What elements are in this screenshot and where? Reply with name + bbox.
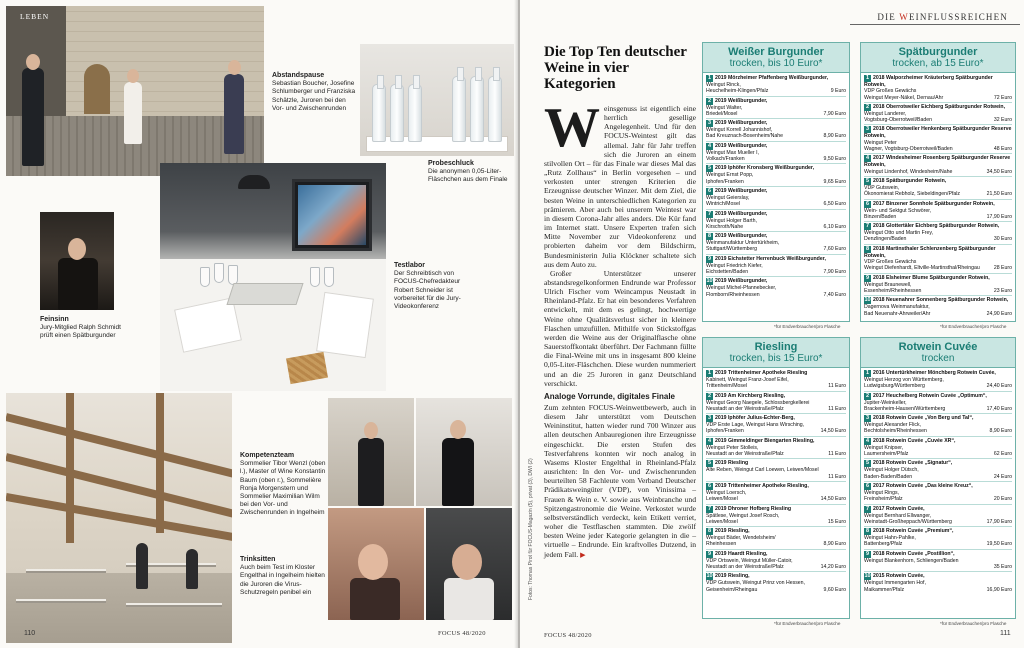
rank-badge: 9 — [865, 274, 870, 281]
wine-entry — [864, 505, 1012, 528]
photo-credit: Fotos: Thomas Pirot für FOCUS-Magazin (5), privat (3), DWI (2) — [528, 458, 534, 600]
wine-name: 2017 Heuchelberg Rotwein Cuvée „Optimum“, — [873, 392, 987, 399]
wine-name: 2018 Neuenahrer Sonnenberg Spätburgunder Rotwein, — [873, 297, 1009, 304]
wine-price: 9,50 Euro — [823, 156, 846, 163]
footnote-spaetburgunder: *für Endverbraucher/pro Flasche — [940, 324, 1007, 329]
wine-name: 2019 Riesling, — [715, 573, 750, 580]
caption-kompetenzteam: Kompetenzteam Sommelier Tibor Wenzl (oben l.), Master of Wine Konstantin Baum (oben r.), Sommelière Ronja Morgenstern und Sommelier Maximilian Wilm bei den Vor- und Zwischenrunden in Ingelheim — [240, 452, 326, 517]
caption-feinsinn: Feinsinn Jury-Mitglied Ralph Schmidt prüft einen Spätburgunder — [40, 316, 121, 340]
wine-price: 48 Euro — [993, 146, 1012, 153]
wine-name: 2019 Iphöfer Kronsberg Weißburgunder, — [715, 165, 815, 172]
wine-producer: Dagernova Weinmanufaktur, — [864, 304, 930, 311]
rank-badge: 9 — [707, 550, 712, 557]
wine-price: 24 Euro — [993, 473, 1012, 480]
wine-region: Rheinhessen — [706, 541, 737, 548]
wine-producer: Weinmanufaktur Untertürkheim, — [706, 240, 780, 247]
wine-entry — [706, 277, 846, 299]
rank-badge: 4 — [865, 155, 870, 162]
wine-producer: VDP Ortswein, Weingut Müller-Catoir, — [706, 557, 793, 564]
wine-producer: Weingut Rinck, — [706, 82, 741, 88]
rank-badge: 5 — [865, 177, 870, 184]
wine-region: Iphofen/Franken — [706, 428, 744, 435]
wine-price: 11 Euro — [828, 405, 846, 412]
wine-name: 2019 Riesling, — [715, 528, 750, 535]
wine-price: 14,20 Euro — [820, 564, 846, 571]
wine-name: 2019 Gimmeldinger Biengarten Riesling, — [715, 437, 815, 444]
rank-badge: 9 — [865, 550, 870, 557]
wine-producer: Weingut Hahn-Pahlke, — [864, 535, 916, 542]
wine-name: 2018 Glottertäler Eichberg Spätburgunder Rotwein, — [873, 223, 1000, 230]
wine-region: Binzen/Baden — [864, 213, 897, 220]
wine-name: 2018 Spätburgunder Rotwein, — [873, 177, 947, 184]
wine-producer: Weingut Ernst Popp, — [706, 172, 754, 179]
wine-price: 7,90 Euro — [823, 269, 846, 276]
wine-entry — [706, 119, 846, 142]
wine-region: Baden-Baden/Baden — [864, 473, 913, 480]
wine-name: 2019 Eichstetter Herrenbuck Weißburgunder, — [715, 255, 826, 262]
wine-region: Vogtsburg-Oberrotweil/Baden — [864, 117, 933, 124]
page-number-left: 110 — [24, 630, 36, 637]
wine-name: 2019 Weißburgunder, — [715, 210, 768, 217]
rank-badge: 3 — [707, 415, 712, 422]
box-rotwein-cuvee — [860, 337, 1016, 619]
wine-producer: Weingut Immengarten Hof, — [864, 580, 926, 587]
photo-courtyard-jurors — [6, 6, 264, 176]
wine-price: 23 Euro — [993, 287, 1012, 294]
wine-price: 11 Euro — [828, 383, 846, 390]
wine-region: Weingut Diefenhardt, Eltville-Martinsthal/Rheingau — [864, 265, 980, 272]
wine-price: 6,10 Euro — [823, 223, 846, 230]
wine-producer: Weingut Rings, — [864, 489, 900, 496]
wine-region: Weinstadt-Großheppach/Württemberg — [864, 518, 952, 525]
wine-name: 2018 Rotwein Cuvée „Cuvée XR“, — [873, 437, 956, 444]
wine-name: 2017 Windesheimer Rosenberg Spätburgunder Reserve Rotwein, — [864, 155, 1011, 169]
rank-badge: 10 — [706, 278, 713, 285]
wine-entry — [706, 505, 846, 528]
wine-region: Stuttgart/Württemberg — [706, 246, 758, 253]
wine-price: 32 Euro — [993, 117, 1012, 124]
wine-name: 2018 Oberrotweiler Eichberg Spätburgunder Rotwein, — [873, 103, 1006, 110]
wine-producer: Weingut Geierslay, — [706, 194, 750, 201]
wine-region: Bad Kreuznach-Bosenheim/Nahe — [706, 133, 783, 140]
rank-badge: 8 — [865, 245, 870, 252]
wine-producer: VDP Gutswein, — [864, 184, 900, 191]
caption-abstandspause: Abstandspause Sebastian Boucher, Josefine Schlumberger und Franziska Schätzle, Juroren bei den Vor- und Zwischenrunden — [272, 72, 356, 112]
article-subhead: Analoge Vorrunde, digitales Finale — [544, 391, 675, 401]
wine-name: 2018 Walporzheimer Kräuterberg Spätburgunder Rotwein, — [864, 75, 993, 88]
footnote-rotwein-cuvee: *für Endverbraucher/pro Flasche — [940, 621, 1007, 626]
wine-name: 2019 Weißburgunder, — [715, 278, 768, 285]
wine-name: 2018 Oberrotweiler Henkenberg Spätburgunder Reserve Rotwein, — [864, 126, 1012, 140]
wine-entry — [864, 222, 1012, 245]
wine-region: Ökonomierat Rebholz, Siebeldingen/Pfalz — [864, 191, 961, 198]
wine-region: Weingut Meyer-Näkel, Dernau/Ahr — [864, 94, 944, 101]
rank-badge: 9 — [707, 255, 712, 262]
wine-region: Volkach/Franken — [706, 156, 745, 163]
wine-name: 2019 Trittenheimer Apotheke Riesling, — [715, 482, 809, 489]
article-headline: Die Top Ten deutscher Weine in vier Kategorien — [544, 44, 687, 92]
wine-entry — [864, 392, 1012, 415]
rank-badge: 10 — [864, 573, 871, 580]
photo-sommeliere-ronja-morgenstern — [328, 508, 424, 620]
article-body: Weinsgenuss ist eigentlich eine herrlich gesellige Angelegenheit. Und für den FOCUS-Weintest gilt das allemal. Jahr für Jahr treffen sich die Juroren an einem stilvollen Ort – für das Finale war dieses Mal das „Rutz Zollhaus“ in Berlin vorgesehen – und verkosten unter strengen Kriterien die Erzeugnisse deutscher Winzer. Mit dem Ziel, die besten Weine in unterschiedlichen Kategorien zu prämieren. Aber auch bei unserem Weintest war in diesem Corona-Jahr alles anders. Die Kür fand im Internet statt. Unsere Experten trafen sich Mitte November zur Videokonferenz und probierten daheim vor dem Bildschirm, Bundesministerin Julia Klöckner schaltete sich aus dem Auto zu. Großer Unterstützer unserer abstandsregelkonformen Endrunde war Professor Ulrich Fischer vom Weincampus Neustadt in Rheinland-Pfalz. Er hat ein besonderes Verfahren entwickelt, mit dem es gelingt, hochwertige Weine ohne Qualitätsverlust sicher in kleinere Flaschen umzufüllen. Mithilfe von Stickstoffgas werden die Weine aus der Originalflasche ohne Sauerstoffkontakt überführt. Der Fachmann füllte die Final-Weine mit uns in insgesamt 800 kleine 0,05-Liter-Fläschchen. Diese wurden nummeriert und an die 25 Juroren in ganz Deutschland verschickt. Analoge Vorrunde, digitales Finale Zum zehnten FOCUS-Weinwettbewerb, auch in diesem Jahr unterstützt vom Deutschen Weininstitut, hatten wieder rund 700 Winzer aus allen deutschen Anbauregionen ihre Erzeugnisse eingeschickt. Die ersten Stufen des Testverfahrens konnten wir noch analog in Wasems Kloster Engelthal in Rheinland-Pfalz ausrichten: In den Vor- und Zwischenrunden beurteilten 58 Fachleute vom Verband Deutscher Prädikatsweingüter (VDP), von Vinissima – Frauen & Wein e. V. sowie aus Weinbranche und Spitzengastronomie die Weine. Verkostet wurde selbstverständlich verdeckt, kein Etikett verriet, woher die Testflaschen stammten. Die zwölf besten Weine jeder Kategorie gelangten in die – virtuelle – Endrunde. Ein kraftvolles Dutzend, in jedem Fall. ▶ — [544, 97, 696, 559]
wine-entry — [706, 74, 846, 97]
wine-producer: Weingut Holger Barth, — [706, 217, 757, 224]
box-subtitle: trocken, bis 10 Euro* — [729, 58, 823, 69]
wine-producer: Weingut Knipser, — [864, 444, 904, 451]
wine-price: 14,50 Euro — [820, 496, 846, 503]
wine-name: 2018 Rotwein Cuvée „Postillion“, — [873, 550, 955, 557]
wine-entry — [706, 142, 846, 165]
end-mark-icon: ▶ — [580, 550, 586, 559]
wine-region: Neustadt an der Weinstraße/Pfalz — [706, 564, 784, 571]
wine-price: 16,90 Euro — [986, 586, 1012, 593]
wine-entry — [864, 274, 1012, 297]
wine-region: Trittenheim/Mosel — [706, 383, 748, 390]
wine-entry — [706, 255, 846, 278]
wine-region: Battenberg/Pfalz — [864, 541, 903, 548]
wine-price: 11 Euro — [828, 451, 846, 458]
wine-region: Bad Neuenahr-Ahrweiler/Ahr — [864, 310, 931, 317]
wine-producer: Weingut Braunewell, — [864, 281, 912, 288]
wine-name: 2016 Untertürkheimer Mönchberg Rotwein Cuvée, — [873, 370, 996, 376]
wine-name: 2017 Rotwein Cuvée „Das kleine Kreuz“, — [873, 482, 973, 489]
wine-entry — [864, 550, 1012, 573]
wine-entry — [864, 74, 1012, 103]
box-title: Weißer Burgunder — [728, 46, 824, 58]
rank-badge: 4 — [865, 437, 870, 444]
wine-name: 2019 Dhroner Hofberg Riesling — [715, 505, 792, 512]
wine-entry — [864, 459, 1012, 482]
wine-price: 24,40 Euro — [986, 383, 1012, 390]
wine-producer: Wein- und Sektgut Schwörer, — [864, 207, 932, 214]
wine-price: 8,90 Euro — [989, 428, 1012, 435]
photo-sommelier-maximilian-wilm — [426, 508, 512, 620]
wine-region: Geisenheim/Rheingau — [706, 586, 758, 593]
wine-producer: Weingut Max Mueller I, — [706, 149, 759, 156]
photo-desk-videoconference — [160, 163, 386, 391]
wine-entry — [864, 154, 1012, 177]
photo-tasting-hall — [6, 393, 232, 643]
wine-region: Neustadt an der Weinstraße/Pfalz — [706, 451, 784, 458]
wine-name: 2018 Rotwein Cuvée „Von Berg und Tal“, — [873, 415, 974, 422]
wine-region: Laumersheim/Pfalz — [864, 451, 909, 458]
caption-probeschluck: Probeschluck Die anonymen 0,05-Liter-Fläschchen aus dem Finale — [428, 160, 508, 184]
wine-entry — [706, 550, 846, 573]
wine-name: 2019 Am Kirchberg Riesling, — [715, 392, 786, 399]
wine-entry — [706, 232, 846, 255]
article-paragraph-3: Zum zehnten FOCUS-Weinwettbewerb, auch in diesem Jahr unterstützt vom Deutschen Weininstitut, hatten wieder rund 700 Winzer aus allen deutschen Anbauregionen ihre Erzeugnisse eingeschickt. Die ersten Stufen des Testverfahrens konnten wir noch analog in Wasems Kloster Engelthal in Rheinland-Pfalz ausrichten: In den Vor- und Zwischenrunden beurteilten 58 Fachleute vom Verband Deutscher Prädikatsweingüter (VDP), von Vinissima – Frauen & Wein e. V. sowie aus Weinbranche und Spitzengastronomie die Weine. Verkostet wurde selbstverständlich verdeckt, kein Etikett verriet, woher die Testflaschen stammten. Die zwölf besten Weine jeder Kategorie gelangten in die – virtuelle – Endrunde. Ein kraftvolles Dutzend, in jedem Fall. ▶ — [544, 403, 696, 559]
section-kicker: DIE WEINFLUSSREICHEN — [877, 12, 1008, 22]
rank-badge: 2 — [865, 392, 870, 399]
wine-region: Leiwen/Mosel — [706, 496, 738, 503]
wine-name: 2019 Iphöfer Julius-Echter-Berg, — [715, 415, 795, 422]
wine-region: Denzlingen/Baden — [864, 236, 907, 243]
wine-producer: Weingut Loersch, — [706, 489, 747, 496]
wine-name: 2017 Binzener Sonnhole Spätburgunder Rotwein, — [873, 200, 995, 207]
wine-price: 72 Euro — [993, 94, 1012, 101]
magazine-issue-left: FOCUS 48/2020 — [438, 630, 486, 637]
wine-name: 2019 Weißburgunder, — [715, 187, 768, 194]
wine-producer: Weingut Michel-Pfannebecker, — [706, 285, 777, 292]
photo-sample-bottles — [360, 44, 514, 156]
wine-name: 2017 Rotwein Cuvée, — [873, 505, 925, 512]
wine-region: Leiwen/Mosel — [706, 518, 738, 525]
footnote-weisser-burgunder: *für Endverbraucher/pro Flasche — [774, 324, 841, 329]
wine-price: 30 Euro — [993, 236, 1012, 243]
wine-name: 2018 Elsheimer Blume Spätburgunder Rotwein, — [873, 274, 990, 281]
wine-producer: Weingut Georg Naegele, Schlossbergkellerei — [706, 399, 810, 406]
wine-entry — [706, 459, 846, 482]
wine-producer: VDP Erste Lage, Weingut Hans Wirsching, — [706, 422, 805, 429]
rank-badge: 7 — [865, 223, 870, 230]
wine-price: 7,60 Euro — [823, 246, 846, 253]
rank-badge: 5 — [707, 460, 712, 467]
wine-producer: Kabinett, Weingut Franz-Josef Eifel, — [706, 377, 789, 383]
wine-name: 2018 Rotwein Cuvée „Signatur“, — [873, 460, 953, 467]
wine-price: 14,50 Euro — [820, 428, 846, 435]
wine-entry — [706, 527, 846, 550]
wine-region: Flomborn/Rheinhessen — [706, 291, 760, 298]
rank-badge: 3 — [865, 126, 870, 133]
wine-price: 9,60 Euro — [823, 586, 846, 593]
wine-price: 17,90 Euro — [986, 213, 1012, 220]
box-title: Rotwein Cuvée — [898, 341, 978, 353]
rank-badge: 2 — [707, 392, 712, 399]
wine-entry — [864, 414, 1012, 437]
wine-price: 9 Euro — [830, 88, 846, 95]
wine-region: Weingut Lindenhof, Windesheim/Nahe — [864, 168, 953, 175]
wine-price: 62 Euro — [993, 451, 1012, 458]
wine-name: 2019 Riesling — [715, 460, 749, 467]
wine-name: 2019 Haardt Riesling, — [715, 550, 768, 557]
wine-entry — [706, 164, 846, 187]
wine-producer: Alte Reben, Weingut Carl Loewen, Leiwen/Mosel — [706, 467, 819, 474]
wine-price: 6,50 Euro — [823, 201, 846, 208]
wine-producer: Spätlese, Weingut Josef Rosch, — [706, 512, 780, 519]
wine-region: Iphofen/Franken — [706, 178, 744, 185]
wine-price: 8,90 Euro — [823, 133, 846, 140]
wine-entry — [706, 437, 846, 460]
wine-producer: Weingut Friedrich Kiefer, — [706, 262, 763, 269]
wine-producer: VDP Gutswein, Weingut Prinz von Hessen, — [706, 580, 805, 587]
box-riesling — [702, 337, 850, 619]
wine-region: Freinsheim/Pfalz — [864, 496, 903, 503]
wine-price: 7,90 Euro — [823, 110, 846, 117]
wine-producer: Weingut Herzog von Württemberg, — [864, 377, 944, 383]
wine-entry — [864, 572, 1012, 594]
wine-price: 21,50 Euro — [986, 191, 1012, 198]
wine-region: Wagner, Vogtsburg-Oberrotweil/Baden — [864, 146, 953, 153]
box-title: Riesling — [754, 341, 798, 353]
rank-badge: 7 — [707, 505, 712, 512]
wine-entry — [864, 125, 1012, 154]
wine-list — [861, 73, 1015, 319]
wine-producer: Jupiter-Weinkeller, — [864, 399, 907, 406]
wine-region: Briedel/Mosel — [706, 110, 738, 117]
photo-juror-ralph-schmidt — [40, 212, 114, 310]
rank-badge: 2 — [865, 103, 870, 110]
article-paragraph-2: Großer Unterstützer unserer abstandsregelkonformen Endrunde war Professor Ulrich Fischer vom Weincampus Neustadt in Rheinland-Pfalz. Er hat ein besonderes Verfahren entwickelt, mit dem es gelingt, hochwertige Weine ohne Qualitätsverlust sicher in kleinere Flaschen umzufüllen. Mithilfe von Stickstoffgas werden die Weine aus der Originalflasche ohne Sauerstoffkontakt überführt. Der Fachmann füllte die Final-Weine mit uns in insgesamt 800 kleine 0,05-Liter-Fläschchen. Diese wurden nummeriert und an die 25 Juroren in ganz Deutschland verschickt. — [544, 268, 696, 388]
rank-badge: 7 — [707, 210, 712, 217]
wine-producer: Weingut Korrell Johannishof, — [706, 127, 773, 134]
wine-price: 17,90 Euro — [986, 518, 1012, 525]
wine-name: 2019 Weißburgunder, — [715, 142, 768, 149]
wine-entry — [864, 527, 1012, 550]
wine-region: Kirschroth/Nahe — [706, 223, 744, 230]
wine-list — [861, 368, 1015, 595]
wine-price: 7,40 Euro — [823, 291, 846, 298]
wine-entry — [864, 369, 1012, 392]
rank-badge: 6 — [707, 187, 712, 194]
box-subtitle: trocken, ab 15 Euro* — [892, 58, 984, 69]
wine-name: 2018 Martinsthaler Schlenzenberg Spätburgunder Rotwein, — [864, 245, 996, 259]
wine-entry — [706, 187, 846, 210]
rank-badge: 1 — [865, 75, 870, 81]
wine-price: 19,50 Euro — [986, 541, 1012, 548]
wine-price: 28 Euro — [993, 265, 1012, 272]
rank-badge: 5 — [707, 165, 712, 172]
wine-price: 11 Euro — [828, 473, 846, 480]
wine-entry — [706, 572, 846, 594]
rank-badge: 3 — [865, 415, 870, 422]
right-page — [520, 0, 1024, 648]
wine-entry — [706, 482, 846, 505]
wine-producer: Weingut Walter, — [706, 104, 743, 111]
wine-region: Maikammer/Pfalz — [864, 586, 905, 593]
wine-name: 2019 Trittenheimer Apotheke Riesling — [715, 370, 808, 376]
box-weisser-burgunder — [702, 42, 850, 322]
box-subtitle: trocken, bis 15 Euro* — [729, 353, 823, 364]
rank-badge: 10 — [864, 297, 871, 304]
box-subtitle: trocken — [921, 353, 955, 364]
wine-price: 15 Euro — [827, 518, 846, 525]
wine-entry — [864, 103, 1012, 126]
wine-producer: Weingut Bäder, Wendelsheim/ — [706, 535, 776, 542]
caption-trinksitten: Trinksitten Auch beim Test im Kloster Engelthal in Ingelheim hielten die Juroren die Virus-Schutzregeln penibel ein — [240, 556, 325, 596]
wine-list — [703, 368, 849, 595]
wine-region: Essenheim/Rheinhessen — [864, 287, 922, 294]
wine-producer: Weingut Peter — [864, 139, 897, 146]
footnote-riesling: *für Endverbraucher/pro Flasche — [774, 621, 841, 626]
rank-badge: 2 — [707, 97, 712, 104]
wine-region: Eichstetten/Baden — [706, 269, 749, 276]
wine-entry — [706, 210, 846, 233]
wine-entry — [706, 414, 846, 437]
wine-entry — [706, 392, 846, 415]
wine-list — [703, 73, 849, 300]
wine-entry — [706, 97, 846, 120]
wine-region: Heuchelheim-Klingen/Pfalz — [706, 88, 769, 95]
wine-producer: Weingut Holger Dütsch, — [864, 467, 919, 474]
wine-producer: Weingut Blankenhorn, Schliengen/Baden — [864, 557, 959, 564]
wine-entry — [864, 200, 1012, 223]
wine-entry — [864, 245, 1012, 274]
wine-name: 2019 Mörzheimer Pfaffenberg Weißburgunder, — [715, 75, 829, 81]
wine-name: 2015 Rotwein Cuvée, — [873, 573, 925, 580]
rank-badge: 1 — [707, 75, 712, 81]
wine-region: Bechtolsheim/Rheinhessen — [864, 428, 927, 435]
wine-name: 2018 Rotwein Cuvée „Premium“, — [873, 528, 954, 535]
magazine-issue-right: FOCUS 48/2020 — [544, 632, 592, 639]
rank-badge: 7 — [865, 505, 870, 512]
wine-price: 8,90 Euro — [823, 541, 846, 548]
rank-badge: 6 — [865, 482, 870, 489]
kicker-rule — [850, 24, 1020, 25]
wine-region: Brackenheim-Hausen/Württemberg — [864, 405, 946, 412]
photo-sommelier-tibor-wenzl — [328, 398, 414, 506]
wine-price: 35 Euro — [993, 564, 1012, 571]
section-rubric: LEBEN — [20, 12, 50, 21]
rank-badge: 1 — [865, 370, 870, 376]
wine-producer: Weingut Landerer, — [864, 110, 907, 117]
wine-producer: VDP Großes Gewächs — [864, 259, 917, 266]
wine-producer: Weingut Otto und Martin Frey, — [864, 230, 934, 237]
rank-badge: 1 — [707, 370, 712, 376]
box-spaetburgunder — [860, 42, 1016, 322]
wine-price: 9,65 Euro — [823, 178, 846, 185]
caption-testlabor: Testlabor Der Schreibtisch von FOCUS-Chefredakteur Robert Schneider ist vorbereitet für die Jury-Videokonferenz — [394, 262, 461, 311]
wine-price: 20 Euro — [993, 496, 1012, 503]
wine-name: 2019 Weißburgunder, — [715, 233, 768, 240]
wine-producer: VDP Großes Gewächs — [864, 88, 917, 95]
wine-producer: Weingut Alexander Flick, — [864, 422, 921, 429]
rank-badge: 4 — [707, 437, 712, 444]
photo-master-of-wine-konstantin-baum — [416, 398, 512, 506]
rank-badge: 8 — [865, 528, 870, 535]
wine-entry — [706, 369, 846, 392]
wine-name: 2019 Weißburgunder, — [715, 97, 768, 104]
wine-entry — [864, 177, 1012, 200]
wine-entry — [864, 296, 1012, 318]
rank-badge: 6 — [707, 482, 712, 489]
page-number-right: 111 — [1000, 630, 1011, 637]
rank-badge: 5 — [865, 460, 870, 467]
wine-price: 34,50 Euro — [986, 168, 1012, 175]
wine-entry — [864, 482, 1012, 505]
rank-badge: 8 — [707, 528, 712, 535]
wine-region: Neustadt an der Weinstraße/Pfalz — [706, 405, 784, 412]
rank-badge: 4 — [707, 142, 712, 149]
wine-price: 24,90 Euro — [986, 310, 1012, 317]
drop-cap: W — [544, 97, 600, 159]
wine-producer: Weingut Peter Stolleis, — [706, 444, 759, 451]
box-title: Spätburgunder — [898, 46, 978, 58]
rank-badge: 3 — [707, 120, 712, 127]
rank-badge: 10 — [706, 573, 713, 580]
wine-region: Ludwigsburg/Württemberg — [864, 383, 925, 390]
wine-entry — [864, 437, 1012, 460]
wine-name: 2019 Weißburgunder, — [715, 120, 768, 127]
rank-badge: 8 — [707, 233, 712, 240]
wine-price: 17,40 Euro — [986, 405, 1012, 412]
wine-producer: Weingut Bernhard Ellwanger, — [864, 512, 932, 519]
rank-badge: 6 — [865, 200, 870, 207]
wine-region: Wintrich/Mosel — [706, 201, 741, 208]
